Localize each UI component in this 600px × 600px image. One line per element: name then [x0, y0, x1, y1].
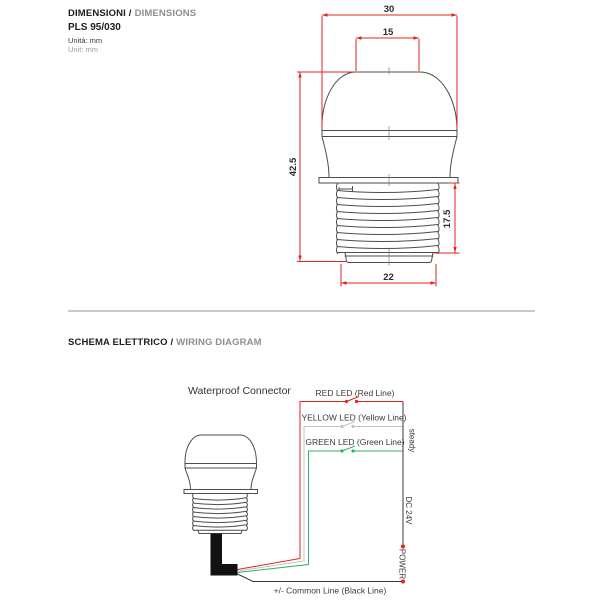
power-cable	[211, 534, 238, 576]
green-wire	[238, 446, 404, 573]
dimensions-title-secondary: DIMENSIONS	[134, 8, 197, 19]
dim-15-value: 15	[382, 27, 394, 38]
dimensions-header	[68, 8, 196, 33]
units-note	[68, 37, 102, 54]
wiring-header	[68, 337, 262, 348]
thread-ridges	[337, 190, 438, 249]
dim-30	[322, 4, 457, 130]
dimensions-title	[68, 8, 196, 19]
waterproof-connector-label: Waterproof Connector	[188, 385, 291, 397]
dim-42-5-value: 42.5	[288, 157, 299, 177]
power-terminal-minus	[401, 580, 405, 584]
product-code: PLS 95/030	[68, 22, 121, 33]
mini-lamp-outline	[184, 435, 258, 534]
dim-17-5-value: 17.5	[442, 209, 453, 229]
dimension-drawing	[278, 0, 488, 300]
wiring-diagram	[168, 378, 435, 600]
units-note-en: Unit: mm	[68, 44, 98, 54]
common-wire	[238, 402, 406, 584]
dim-22	[341, 264, 436, 287]
lamp-outline	[319, 72, 458, 263]
steady-label: steady	[407, 428, 417, 453]
dim-30-value: 30	[383, 4, 395, 15]
section-divider	[68, 310, 535, 312]
green-line-label: GREEN LED (Green Line)	[305, 437, 405, 447]
dc24v-label: DC 24V	[404, 496, 413, 525]
dim-15	[356, 27, 419, 71]
yellow-line-label: YELLOW LED (Yellow Line)	[301, 412, 407, 423]
wiring-title	[68, 337, 262, 348]
units-note-it: Unità: mm	[68, 36, 103, 45]
thread-right-edge	[438, 184, 439, 254]
wiring-title-secondary: WIRING DIAGRAM	[176, 337, 262, 348]
common-line-label: +/- Common Line (Black Line)	[273, 585, 387, 596]
dim-22-value: 22	[383, 272, 394, 283]
power-label: POWER	[397, 548, 407, 580]
wiring-title-primary: SCHEMA ELETTRICO /	[68, 337, 174, 348]
dimensions-title-primary: DIMENSIONI /	[68, 8, 132, 19]
red-line-label: RED LED (Red Line)	[315, 388, 395, 398]
